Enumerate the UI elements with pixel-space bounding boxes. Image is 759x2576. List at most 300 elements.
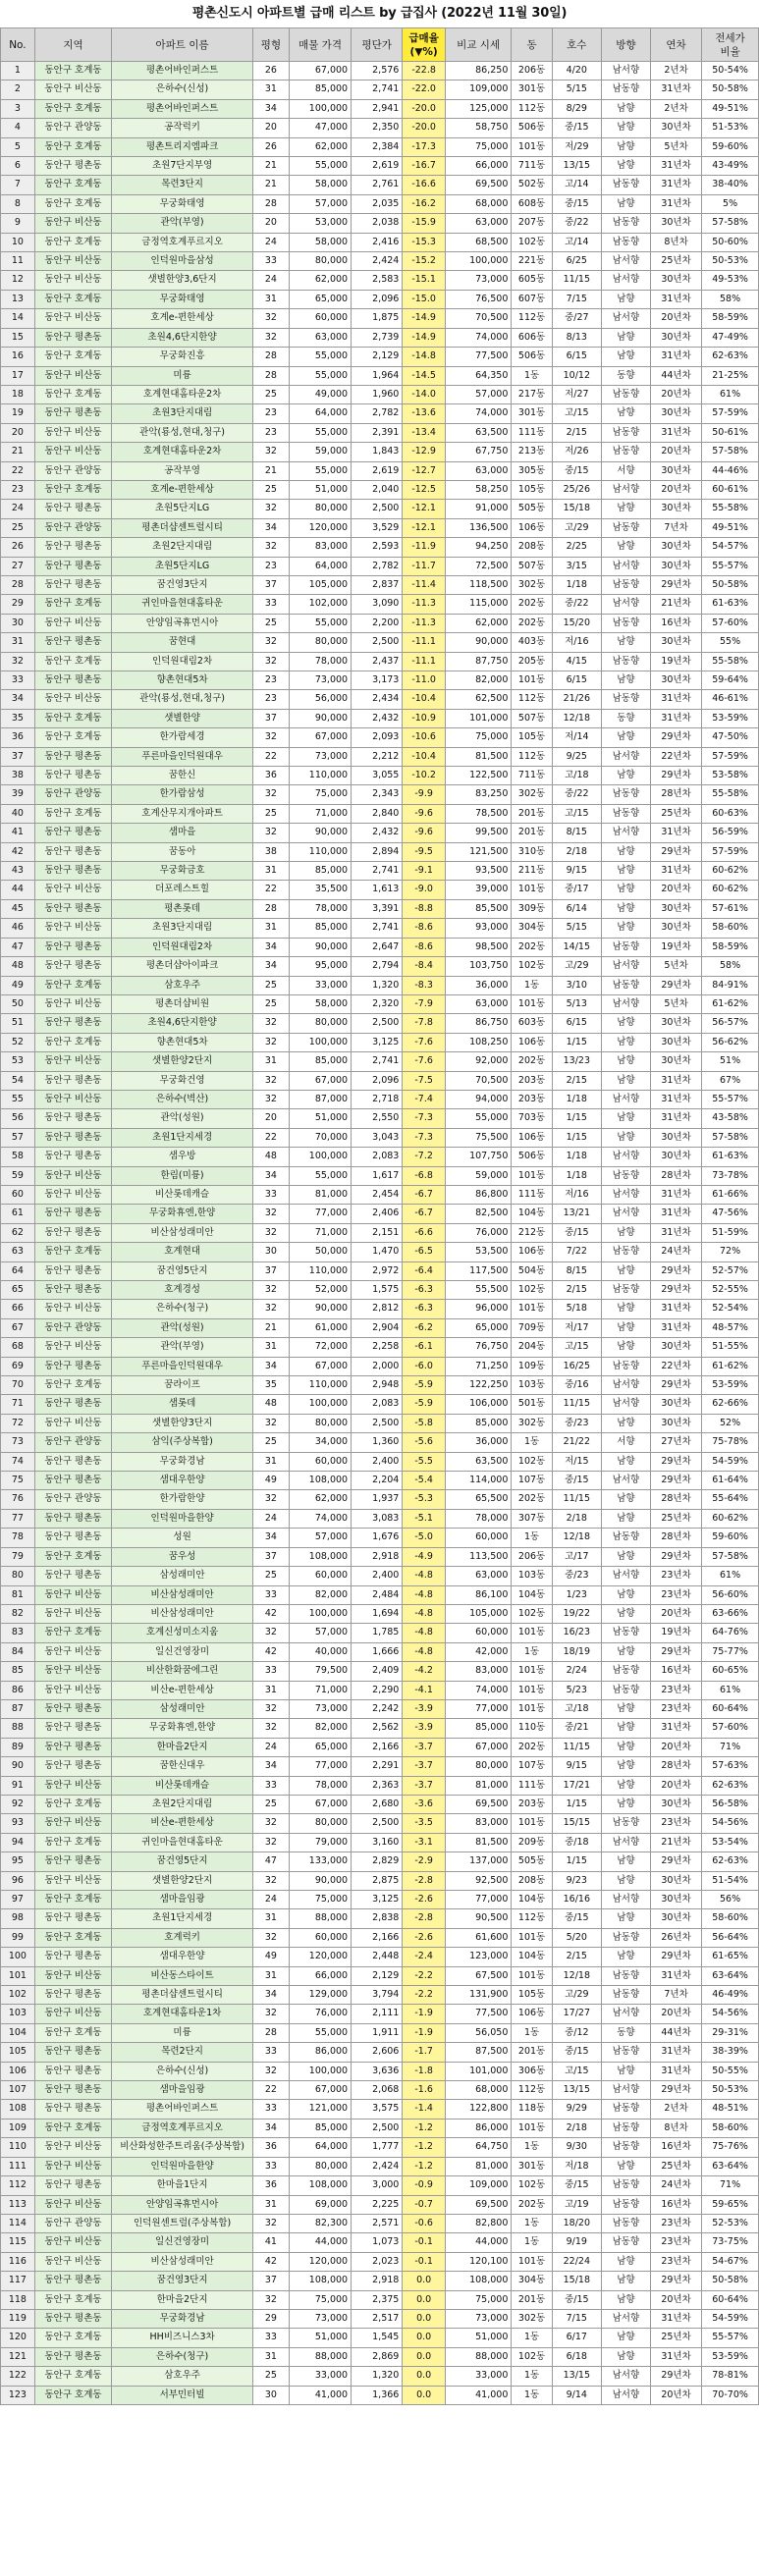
cell-pyeong: 3,794 bbox=[352, 1986, 403, 2005]
table-row[interactable] bbox=[1, 1928, 759, 1947]
table-row[interactable] bbox=[1, 1852, 759, 1871]
table-row[interactable] bbox=[1, 938, 759, 956]
cell-no: 32 bbox=[1, 652, 35, 671]
cell-drop: -5.5 bbox=[403, 1452, 446, 1471]
cell-apt: 한가람삼성 bbox=[112, 785, 253, 804]
cell-region: 동안구 호계동 bbox=[34, 480, 111, 499]
col-header-region[interactable]: 지역 bbox=[34, 28, 111, 62]
cell-drop: -3.9 bbox=[403, 1699, 446, 1718]
table-row[interactable] bbox=[1, 2176, 759, 2195]
table-row[interactable] bbox=[1, 709, 759, 727]
cell-dir: 남향 bbox=[601, 328, 650, 347]
cell-apt: 평촌어바인퍼스트 bbox=[112, 2100, 253, 2119]
cell-dong: 112동 bbox=[512, 690, 552, 709]
cell-year: 31년차 bbox=[650, 423, 701, 442]
cell-ho: 중/15 bbox=[552, 1909, 601, 1928]
cell-dir: 남향 bbox=[601, 1109, 650, 1128]
cell-dir: 동향 bbox=[601, 366, 650, 385]
table-row[interactable] bbox=[1, 1738, 759, 1756]
table-row[interactable] bbox=[1, 194, 759, 213]
col-header-price[interactable]: 매물 가격 bbox=[289, 28, 351, 62]
cell-no: 10 bbox=[1, 233, 35, 251]
cell-jeonse: 51-55% bbox=[702, 1338, 759, 1357]
table-row[interactable] bbox=[1, 2233, 759, 2252]
table-row[interactable] bbox=[1, 1699, 759, 1718]
cell-dir: 남향 bbox=[601, 99, 650, 118]
table-row[interactable] bbox=[1, 1795, 759, 1813]
table-row[interactable] bbox=[1, 80, 759, 99]
table-row[interactable] bbox=[1, 2272, 759, 2290]
cell-drop: -5.6 bbox=[403, 1433, 446, 1452]
table-row[interactable] bbox=[1, 1814, 759, 1833]
table-row[interactable] bbox=[1, 2386, 759, 2404]
cell-no: 59 bbox=[1, 1166, 35, 1185]
cell-dong: 606동 bbox=[512, 328, 552, 347]
cell-ho: 6/25 bbox=[552, 252, 601, 271]
table-row[interactable] bbox=[1, 1281, 759, 1300]
cell-dir: 남동향 bbox=[601, 785, 650, 804]
cell-pyeong: 3,090 bbox=[352, 595, 403, 614]
cell-drop: -4.8 bbox=[403, 1585, 446, 1604]
cell-dong: 105동 bbox=[512, 480, 552, 499]
cell-comp: 58,250 bbox=[445, 480, 512, 499]
table-row[interactable] bbox=[1, 1681, 759, 1699]
table-row[interactable] bbox=[1, 1205, 759, 1223]
cell-jeonse: 50-53% bbox=[702, 252, 759, 271]
table-row[interactable] bbox=[1, 2100, 759, 2119]
cell-dong: 107동 bbox=[512, 1472, 552, 1490]
table-row[interactable] bbox=[1, 2195, 759, 2214]
col-header-drop[interactable]: 급매율 (▼%) bbox=[403, 28, 446, 62]
table-row[interactable] bbox=[1, 2081, 759, 2100]
cell-dir: 남동향 bbox=[601, 214, 650, 233]
table-row[interactable] bbox=[1, 2062, 759, 2080]
cell-year: 30년차 bbox=[650, 1414, 701, 1432]
table-row[interactable] bbox=[1, 271, 759, 290]
cell-dong: 203동 bbox=[512, 1071, 552, 1090]
cell-price: 50,000 bbox=[289, 1243, 351, 1261]
cell-jeonse: 84-91% bbox=[702, 976, 759, 994]
table-row[interactable] bbox=[1, 1472, 759, 1490]
table-row[interactable] bbox=[1, 919, 759, 938]
cell-region: 동안구 비산동 bbox=[34, 1681, 111, 1699]
table-row[interactable] bbox=[1, 1604, 759, 1623]
cell-region: 동안구 비산동 bbox=[34, 1090, 111, 1108]
cell-dong: 501동 bbox=[512, 1395, 552, 1414]
cell-drop: -3.6 bbox=[403, 1795, 446, 1813]
cell-dong: 101동 bbox=[512, 1699, 552, 1718]
cell-dong: 203동 bbox=[512, 1795, 552, 1813]
cell-pyeong: 2,291 bbox=[352, 1757, 403, 1776]
table-row[interactable] bbox=[1, 1148, 759, 1166]
cell-pyeong: 2,096 bbox=[352, 1071, 403, 1090]
cell-dong: 506동 bbox=[512, 348, 552, 366]
table-row[interactable] bbox=[1, 2252, 759, 2271]
cell-year: 23년차 bbox=[650, 1681, 701, 1699]
cell-price: 90,000 bbox=[289, 1871, 351, 1890]
table-row[interactable] bbox=[1, 2347, 759, 2366]
cell-comp: 100,000 bbox=[445, 252, 512, 271]
cell-dong: 107동 bbox=[512, 1757, 552, 1776]
cell-pyeong: 3,173 bbox=[352, 671, 403, 690]
col-header-year[interactable]: 연차 bbox=[650, 28, 701, 62]
table-row[interactable] bbox=[1, 1509, 759, 1528]
table-row[interactable] bbox=[1, 633, 759, 652]
table-row[interactable] bbox=[1, 652, 759, 671]
col-header-apt[interactable]: 아파트 이름 bbox=[112, 28, 253, 62]
cell-comp: 55,500 bbox=[445, 1281, 512, 1300]
cell-region: 동안구 호계동 bbox=[34, 1547, 111, 1566]
cell-jeonse: 59-64% bbox=[702, 671, 759, 690]
cell-dong: 505동 bbox=[512, 1852, 552, 1871]
cell-apt: 꿈건영3단지 bbox=[112, 2272, 253, 2290]
cell-dong: 202동 bbox=[512, 595, 552, 614]
cell-year: 30년차 bbox=[650, 1909, 701, 1928]
table-row[interactable] bbox=[1, 1642, 759, 1661]
table-row[interactable] bbox=[1, 1128, 759, 1147]
table-row[interactable] bbox=[1, 233, 759, 251]
table-row[interactable] bbox=[1, 1547, 759, 1566]
cell-ho: 2/15 bbox=[552, 423, 601, 442]
cell-dong: 101동 bbox=[512, 2119, 552, 2137]
table-row[interactable] bbox=[1, 1529, 759, 1547]
table-row[interactable] bbox=[1, 785, 759, 804]
cell-dir: 남동향 bbox=[601, 385, 650, 403]
cell-ho: 저/27 bbox=[552, 385, 601, 403]
cell-price: 90,000 bbox=[289, 709, 351, 727]
cell-jeonse: 62-66% bbox=[702, 1395, 759, 1414]
cell-apt: 관악(룡성,현대,청구) bbox=[112, 690, 253, 709]
table-row[interactable] bbox=[1, 1223, 759, 1242]
table-row[interactable] bbox=[1, 1166, 759, 1185]
cell-ho: 6/14 bbox=[552, 899, 601, 918]
cell-drop: -5.4 bbox=[403, 1472, 446, 1490]
cell-apt: 꿈현대 bbox=[112, 633, 253, 652]
cell-apt: 평촌더샵아이파크 bbox=[112, 957, 253, 976]
table-row[interactable] bbox=[1, 252, 759, 271]
cell-comp: 60,000 bbox=[445, 1529, 512, 1547]
table-row[interactable] bbox=[1, 804, 759, 823]
cell-dir: 남향 bbox=[601, 1414, 650, 1432]
table-row[interactable] bbox=[1, 2157, 759, 2175]
cell-price: 80,000 bbox=[289, 1414, 351, 1432]
cell-jeonse: 52-54% bbox=[702, 1300, 759, 1318]
cell-no: 104 bbox=[1, 2023, 35, 2042]
cell-comp: 85,000 bbox=[445, 1719, 512, 1738]
table-row[interactable] bbox=[1, 1300, 759, 1318]
table-row[interactable] bbox=[1, 1757, 759, 1776]
table-row[interactable] bbox=[1, 2329, 759, 2347]
cell-size: 37 bbox=[252, 2272, 289, 2290]
table-row[interactable] bbox=[1, 1567, 759, 1585]
cell-no: 44 bbox=[1, 881, 35, 899]
cell-pyeong: 1,777 bbox=[352, 2138, 403, 2157]
cell-jeonse: 44-46% bbox=[702, 461, 759, 480]
cell-drop: -6.8 bbox=[403, 1166, 446, 1185]
cell-pyeong: 2,242 bbox=[352, 1699, 403, 1718]
table-row[interactable] bbox=[1, 1624, 759, 1642]
cell-ho: 11/15 bbox=[552, 271, 601, 290]
cell-dong: 102동 bbox=[512, 233, 552, 251]
table-row[interactable] bbox=[1, 1871, 759, 1890]
cell-dir: 남동향 bbox=[601, 1928, 650, 1947]
table-row[interactable] bbox=[1, 1033, 759, 1051]
cell-pyeong: 1,320 bbox=[352, 2367, 403, 2386]
table-row[interactable] bbox=[1, 2043, 759, 2062]
col-header-dong[interactable]: 동 bbox=[512, 28, 552, 62]
cell-drop: 0.0 bbox=[403, 2272, 446, 2290]
col-header-ho[interactable]: 호수 bbox=[552, 28, 601, 62]
cell-dir: 남동향 bbox=[601, 423, 650, 442]
table-row[interactable] bbox=[1, 2290, 759, 2309]
table-row[interactable] bbox=[1, 575, 759, 594]
table-row[interactable] bbox=[1, 1966, 759, 1985]
cell-dong: 207동 bbox=[512, 214, 552, 233]
cell-drop: -1.7 bbox=[403, 2043, 446, 2062]
table-row[interactable] bbox=[1, 2138, 759, 2157]
cell-apt: 평촌어바인퍼스트 bbox=[112, 99, 253, 118]
cell-size: 28 bbox=[252, 194, 289, 213]
table-row[interactable] bbox=[1, 2309, 759, 2328]
cell-dir: 동향 bbox=[601, 709, 650, 727]
cell-drop: -9.6 bbox=[403, 804, 446, 823]
table-row[interactable] bbox=[1, 62, 759, 80]
cell-comp: 131,900 bbox=[445, 1986, 512, 2005]
cell-comp: 92,000 bbox=[445, 1052, 512, 1071]
table-row[interactable] bbox=[1, 461, 759, 480]
table-row[interactable] bbox=[1, 119, 759, 137]
cell-apt: 초원1단지세경 bbox=[112, 1128, 253, 1147]
table-row[interactable] bbox=[1, 538, 759, 557]
table-row[interactable] bbox=[1, 747, 759, 766]
cell-year: 30년차 bbox=[650, 671, 701, 690]
cell-dir: 남동향 bbox=[601, 1243, 650, 1261]
table-row[interactable] bbox=[1, 1948, 759, 1966]
cell-size: 33 bbox=[252, 595, 289, 614]
cell-region: 동안구 호계동 bbox=[34, 176, 111, 194]
table-row[interactable] bbox=[1, 328, 759, 347]
cell-pyeong: 2,424 bbox=[352, 252, 403, 271]
cell-size: 41 bbox=[252, 2233, 289, 2252]
table-row[interactable] bbox=[1, 614, 759, 632]
table-row[interactable] bbox=[1, 1986, 759, 2005]
cell-dir: 남향 bbox=[601, 157, 650, 176]
cell-dong: 506동 bbox=[512, 119, 552, 137]
cell-region: 동안구 비산동 bbox=[34, 1871, 111, 1890]
cell-pyeong: 2,343 bbox=[352, 785, 403, 804]
cell-no: 98 bbox=[1, 1909, 35, 1928]
col-header-comp[interactable]: 비교 시세 bbox=[445, 28, 512, 62]
table-row[interactable] bbox=[1, 690, 759, 709]
table-row[interactable] bbox=[1, 480, 759, 499]
cell-comp: 81,500 bbox=[445, 1833, 512, 1852]
cell-drop: -11.3 bbox=[403, 614, 446, 632]
table-row[interactable] bbox=[1, 99, 759, 118]
cell-comp: 81,000 bbox=[445, 2157, 512, 2175]
table-row[interactable] bbox=[1, 728, 759, 747]
cell-size: 34 bbox=[252, 518, 289, 537]
cell-ho: 18/20 bbox=[552, 2214, 601, 2232]
table-row[interactable] bbox=[1, 1318, 759, 1337]
table-row[interactable] bbox=[1, 500, 759, 518]
cell-ho: 17/27 bbox=[552, 2005, 601, 2023]
table-row[interactable] bbox=[1, 2005, 759, 2023]
table-row[interactable] bbox=[1, 1662, 759, 1681]
cell-price: 44,000 bbox=[289, 2233, 351, 2252]
table-row[interactable] bbox=[1, 767, 759, 785]
table-row[interactable] bbox=[1, 899, 759, 918]
col-header-no[interactable]: No. bbox=[1, 28, 35, 62]
cell-pyeong: 2,350 bbox=[352, 119, 403, 137]
cell-dong: 201동 bbox=[512, 804, 552, 823]
table-row[interactable] bbox=[1, 1109, 759, 1128]
cell-jeonse: 60-61% bbox=[702, 480, 759, 499]
table-row[interactable] bbox=[1, 404, 759, 423]
cell-year: 30년차 bbox=[650, 119, 701, 137]
table-row[interactable] bbox=[1, 1090, 759, 1108]
cell-dong: 306동 bbox=[512, 2062, 552, 2080]
table-row[interactable] bbox=[1, 2119, 759, 2137]
cell-price: 41,000 bbox=[289, 2386, 351, 2404]
table-row[interactable] bbox=[1, 385, 759, 403]
cell-apt: 샛별한양 bbox=[112, 709, 253, 727]
cell-dir: 남향 bbox=[601, 1585, 650, 1604]
cell-apt: 비산e-편한세상 bbox=[112, 1814, 253, 1833]
table-row[interactable] bbox=[1, 1395, 759, 1414]
col-header-pyeong[interactable]: 평단가 bbox=[352, 28, 403, 62]
table-row[interactable] bbox=[1, 557, 759, 575]
cell-no: 42 bbox=[1, 842, 35, 861]
col-header-dir[interactable]: 방향 bbox=[601, 28, 650, 62]
table-row[interactable] bbox=[1, 214, 759, 233]
table-row[interactable] bbox=[1, 1261, 759, 1280]
cell-apt: 호계신성미소지움 bbox=[112, 1624, 253, 1642]
col-header-size[interactable]: 평형 bbox=[252, 28, 289, 62]
table-row[interactable] bbox=[1, 443, 759, 461]
table-row[interactable] bbox=[1, 1376, 759, 1395]
table-row[interactable] bbox=[1, 842, 759, 861]
cell-ho: 고/17 bbox=[552, 1547, 601, 1566]
table-row[interactable] bbox=[1, 1776, 759, 1795]
table-row[interactable] bbox=[1, 1185, 759, 1204]
table-row[interactable] bbox=[1, 1891, 759, 1909]
table-row[interactable] bbox=[1, 1909, 759, 1928]
table-row[interactable] bbox=[1, 2214, 759, 2232]
table-row[interactable] bbox=[1, 671, 759, 690]
table-row[interactable] bbox=[1, 2367, 759, 2386]
cell-price: 100,000 bbox=[289, 99, 351, 118]
table-row[interactable] bbox=[1, 1357, 759, 1375]
table-row[interactable] bbox=[1, 1452, 759, 1471]
cell-apt: 비산롯데캐슬 bbox=[112, 1185, 253, 1204]
table-row[interactable] bbox=[1, 137, 759, 156]
table-row[interactable] bbox=[1, 881, 759, 899]
cell-jeonse: 71% bbox=[702, 2176, 759, 2195]
cell-dir: 남향 bbox=[601, 1699, 650, 1718]
cell-price: 63,000 bbox=[289, 328, 351, 347]
cell-dong: 213동 bbox=[512, 443, 552, 461]
cell-pyeong: 2,948 bbox=[352, 1376, 403, 1395]
table-row[interactable] bbox=[1, 348, 759, 366]
cell-year: 31년차 bbox=[650, 1071, 701, 1090]
cell-region: 동안구 평촌동 bbox=[34, 1738, 111, 1756]
table-row[interactable] bbox=[1, 994, 759, 1013]
table-row[interactable] bbox=[1, 1052, 759, 1071]
cell-dir: 남향 bbox=[601, 2062, 650, 2080]
table-row[interactable] bbox=[1, 366, 759, 385]
table-row[interactable] bbox=[1, 824, 759, 842]
cell-region: 동안구 비산동 bbox=[34, 1642, 111, 1661]
cell-year: 20년차 bbox=[650, 881, 701, 899]
table-row[interactable] bbox=[1, 518, 759, 537]
cell-price: 73,000 bbox=[289, 671, 351, 690]
cell-pyeong: 2,406 bbox=[352, 1205, 403, 1223]
cell-comp: 82,800 bbox=[445, 2214, 512, 2232]
table-row[interactable] bbox=[1, 595, 759, 614]
cell-no: 67 bbox=[1, 1318, 35, 1337]
cell-price: 51,000 bbox=[289, 1109, 351, 1128]
cell-comp: 109,000 bbox=[445, 2176, 512, 2195]
table-row[interactable] bbox=[1, 1014, 759, 1033]
table-row[interactable] bbox=[1, 309, 759, 328]
cell-size: 31 bbox=[252, 290, 289, 308]
table-row[interactable] bbox=[1, 1719, 759, 1738]
cell-region: 동안구 호계동 bbox=[34, 2367, 111, 2386]
table-row[interactable] bbox=[1, 1833, 759, 1852]
table-row[interactable] bbox=[1, 423, 759, 442]
cell-no: 91 bbox=[1, 1776, 35, 1795]
table-row[interactable] bbox=[1, 157, 759, 176]
cell-pyeong: 1,960 bbox=[352, 385, 403, 403]
cell-region: 동안구 평촌동 bbox=[34, 2347, 111, 2366]
table-row[interactable] bbox=[1, 1585, 759, 1604]
table-row[interactable] bbox=[1, 1433, 759, 1452]
table-row[interactable] bbox=[1, 1490, 759, 1509]
cell-apt: 관악(부영) bbox=[112, 214, 253, 233]
cell-drop: -7.8 bbox=[403, 1014, 446, 1033]
table-row[interactable] bbox=[1, 176, 759, 194]
table-row[interactable] bbox=[1, 957, 759, 976]
cell-size: 31 bbox=[252, 1338, 289, 1357]
table-row[interactable] bbox=[1, 862, 759, 881]
table-row[interactable] bbox=[1, 1243, 759, 1261]
cell-no: 123 bbox=[1, 2386, 35, 2404]
col-header-jeonse[interactable]: 전세가 비율 bbox=[702, 28, 759, 62]
cell-no: 77 bbox=[1, 1509, 35, 1528]
cell-jeonse: 53-54% bbox=[702, 1833, 759, 1852]
cell-dong: 507동 bbox=[512, 709, 552, 727]
cell-comp: 68,000 bbox=[445, 194, 512, 213]
table-row[interactable] bbox=[1, 290, 759, 308]
cell-comp: 78,000 bbox=[445, 1509, 512, 1528]
cell-comp: 114,000 bbox=[445, 1472, 512, 1490]
cell-drop: -16.7 bbox=[403, 157, 446, 176]
table-row[interactable] bbox=[1, 2023, 759, 2042]
table-row[interactable] bbox=[1, 1071, 759, 1090]
cell-dir: 동향 bbox=[601, 2023, 650, 2042]
table-row[interactable] bbox=[1, 1338, 759, 1357]
cell-price: 78,000 bbox=[289, 1776, 351, 1795]
table-row[interactable] bbox=[1, 1414, 759, 1432]
table-row[interactable] bbox=[1, 976, 759, 994]
cell-no: 76 bbox=[1, 1490, 35, 1509]
cell-dir: 남향 bbox=[601, 1795, 650, 1813]
cell-apt: 초원4,6단지한양 bbox=[112, 1014, 253, 1033]
cell-apt: 샛별한양3단지 bbox=[112, 1414, 253, 1432]
cell-size: 22 bbox=[252, 747, 289, 766]
cell-comp: 77,500 bbox=[445, 348, 512, 366]
cell-price: 72,000 bbox=[289, 1338, 351, 1357]
